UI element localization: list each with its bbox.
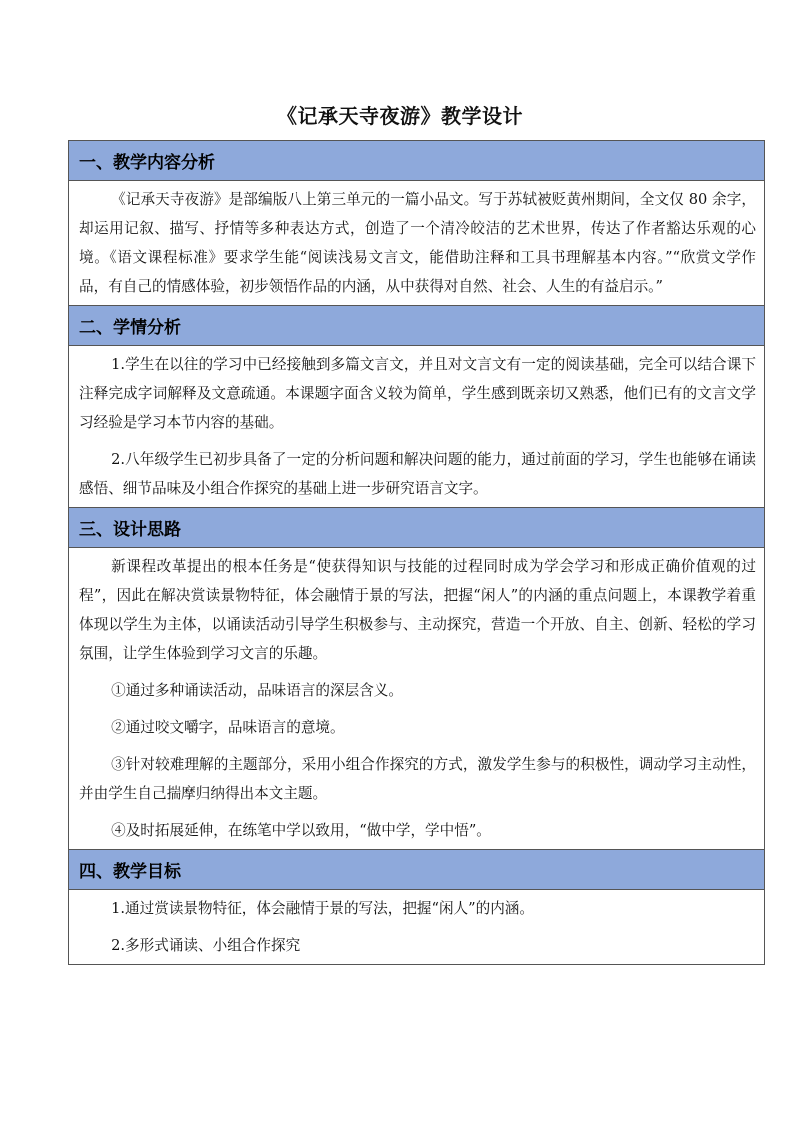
section-body-teaching-goals — [69, 890, 764, 964]
paragraph: 1.学生在以往的学习中已经接触到多篇文言文，并且对文言文有一定的阅读基础，完全可以结合课下注释完成字词解释及文意疏通。本课题字面含义较为简单，学生感到既亲切又熟悉，他们已有的文言文学习经验是学习本节内容的基础。 — [79, 356, 756, 431]
document-title: 《记承天寺夜游》教学设计 — [277, 104, 523, 128]
paragraph: ①通过多种诵读活动，品味语言的深层含义。 — [111, 682, 403, 699]
paragraph: 新课程改革提出的根本任务是“使获得知识与技能的过程同时成为学会学习和形成正确价值观的过程”，因此在解决赏读景物特征，体会融情于景的写法，把握“闲人”的内涵的重点问题上，本课教学着重体现以学生为主体，以诵读活动引导学生积极参与、主动探究，营造一个开放、自主、创新、轻松的学习氛围，让学生体验到学习文言的乐趣。 — [79, 558, 756, 662]
section-heading-content-analysis: 一、教学内容分析 — [69, 141, 764, 181]
section-heading-teaching-goals: 四、教学目标 — [69, 850, 764, 890]
section-heading-design-ideas: 三、设计思路 — [69, 508, 764, 548]
paragraph: ②通过咬文嚼字，品味语言的意境。 — [111, 719, 345, 736]
paragraph: 2.八年级学生已初步具备了一定的分析问题和解决问题的能力，通过前面的学习，学生也能够在诵读感悟、细节品味及小组合作探究的基础上进一步研究语言文字。 — [79, 451, 756, 497]
paragraph: ④及时拓展延伸，在练笔中学以致用，“做中学，学中悟”。 — [111, 822, 491, 839]
section-body-content-analysis — [69, 181, 764, 306]
paragraph: 《记承天寺夜游》是部编版八上第三单元的一篇小品文。写于苏轼被贬黄州期间，全文仅 80 余字，却运用记叙、描写、抒情等多种表达方式，创造了一个清冷皎洁的艺术世界，传达了作者豁达乐观的心境。《语文课程标准》要求学生能“阅读浅易文言文，能借助注释和工具书理解基本内容。”“欣赏文学作品，有自己的情感体验，初步领悟作品的内涵，从中获得对自然、社会、人生的有益启示。” — [79, 191, 756, 295]
paragraph: 1.通过赏读景物特征，体会融情于景的写法，把握“闲人”的内涵。 — [111, 900, 534, 917]
section-heading-learner-analysis: 二、学情分析 — [69, 306, 764, 346]
section-body-design-ideas — [69, 548, 764, 850]
section-body-learner-analysis — [69, 346, 764, 508]
lesson-plan-table — [68, 140, 765, 965]
paragraph: 2.多形式诵读、小组合作探究 — [111, 937, 301, 954]
paragraph: ③针对较难理解的主题部分，采用小组合作探究的方式，激发学生参与的积极性，调动学习主动性，并由学生自己揣摩归纳得出本文主题。 — [79, 756, 756, 802]
